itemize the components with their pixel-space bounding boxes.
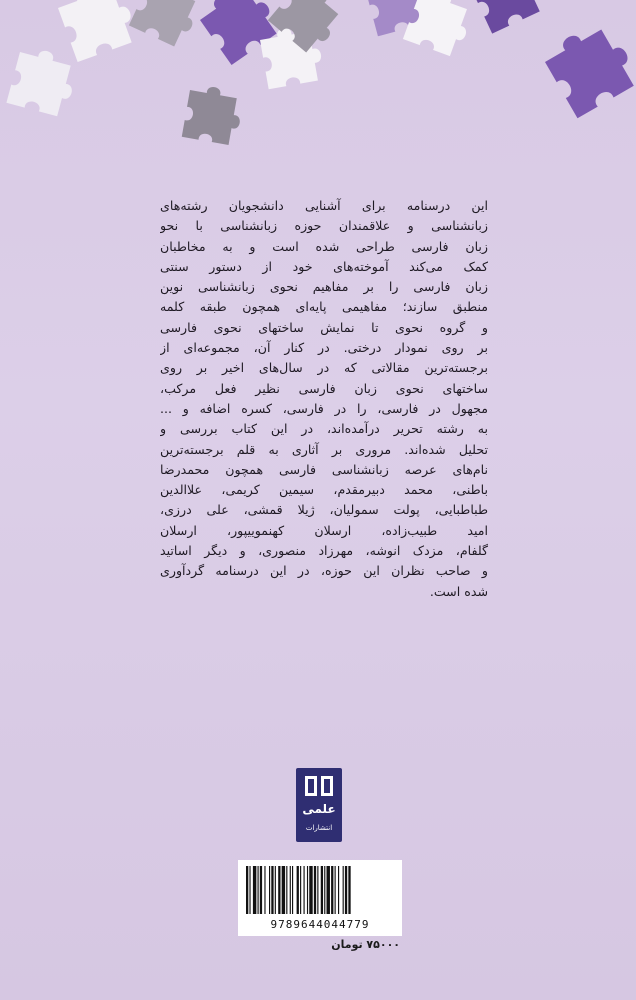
barcode-bar (275, 866, 276, 914)
puzzle-piece-gray-1 (129, 0, 205, 50)
barcode-bar (327, 866, 330, 914)
barcode-bar (282, 866, 285, 914)
barcode-bar (348, 866, 350, 914)
blurb-line: تحلیل شده‌اند. مروری بر آثاری به قلم برجسته‌ترین (160, 441, 488, 457)
barcode-bar (253, 866, 256, 914)
barcode-bar (331, 866, 333, 914)
open-book-icon (296, 770, 342, 804)
blurb-line: کمک می‌کند آموخته‌های خود از دستور سنتی (160, 258, 488, 274)
blurb-line: طباطبایی، پولت سمولیان، ژیلا قمشی، علی درزی، (160, 502, 488, 518)
blurb-line: زبان فارسی را بر مفاهیم نحوی زبانشناسی نوین (160, 279, 488, 295)
barcode-bar (286, 866, 287, 914)
barcode-bar (314, 866, 316, 914)
barcode-bar (317, 866, 318, 914)
barcode-bar (292, 866, 293, 914)
publisher-name: علمی (302, 802, 336, 816)
blurb-line: و گروه نحوی تا نمایش ساختهای نحوی فارسی (160, 319, 488, 335)
blurb-line: و صاحب نظران این حوزه، در این درسنامه گردآوری (160, 563, 488, 579)
barcode-bar (343, 866, 344, 914)
blurb-line: ساختهای نحوی زبان فارسی نظیر فعل مرکب، (160, 380, 488, 396)
blurb-line: زبان فارسی طراحی شده است و به مخاطبان (160, 238, 488, 254)
barcode-bar (309, 866, 312, 914)
blurb-line: باطنی، محمد دبیرمقدم، سیمین کریمی، علاالدین (160, 482, 488, 498)
blurb-line: بر روی نمودار درختی. در کنار آن، مجموعه‌ای از (160, 340, 488, 356)
barcode-bar (335, 866, 336, 914)
isbn-barcode (238, 860, 402, 936)
puzzle-piece-white-4 (403, 0, 477, 59)
barcode-bar (321, 866, 323, 914)
blurb-line: شده است. (429, 583, 488, 599)
puzzle-piece-purple-2 (467, 0, 547, 34)
blurb-line: برجسته‌ترین مقالاتی که در سال‌های اخیر بر روی (160, 360, 488, 376)
blurb-line: نام‌های عرصه زبانشناسی فارسی همچون محمدرضا (160, 461, 488, 477)
barcode-bars (242, 864, 398, 916)
blurb-line: این درسنامه برای آشنایی دانشجویان رشته‌های (160, 198, 488, 213)
barcode-bar (271, 866, 273, 914)
back-cover-blurb (160, 196, 488, 602)
blurb-line: زبانشناسی و علاقمندان حوزه زبانشناسی با نحو (160, 218, 488, 234)
puzzle-piece-white-2 (6, 44, 80, 118)
barcode-bar (264, 866, 265, 914)
barcode-bar (246, 866, 248, 914)
puzzle-piece-purple-3 (540, 16, 636, 118)
price-label: ۷۵۰۰۰ تومان (331, 938, 400, 951)
barcode-bar (297, 866, 299, 914)
blurb-line: مجهول در فارسی، را در فارسی، کسره اضافه و ... (160, 400, 488, 416)
blurb-line: امید طبیب‌زاده، ارسلان کهنموییپور، ارسلان (160, 522, 488, 538)
barcode-bar (278, 866, 280, 914)
barcode-bar (258, 866, 259, 914)
barcode-bar (300, 866, 301, 914)
publisher-logo (296, 768, 342, 842)
isbn-number: 9789644044779 (270, 918, 370, 931)
barcode-bar (338, 866, 339, 914)
barcode-bar (307, 866, 308, 914)
puzzle-pieces-decoration (0, 0, 636, 170)
publisher-label: انتشارات (305, 824, 333, 832)
barcode-bar (304, 866, 305, 914)
barcode-bar (345, 866, 347, 914)
barcode-bar (260, 866, 262, 914)
blurb-line: گلفام، مزدک انوشه، مهرزاد منصوری، و دیگر اساتید (160, 543, 488, 559)
puzzle-piece-gray-2 (182, 83, 245, 146)
barcode-bar (324, 866, 325, 914)
barcode-bar (269, 866, 270, 914)
barcode-bar (249, 866, 250, 914)
blurb-line: منطبق سازند؛ مفاهیمی پایه‌ای همچون طبقه کلمه (160, 299, 488, 315)
puzzle-piece-white-1 (55, 0, 140, 62)
blurb-line: به رشته تحریر درآمده‌اند، در این کتاب بررسی و (160, 421, 488, 437)
barcode-bar (290, 866, 291, 914)
